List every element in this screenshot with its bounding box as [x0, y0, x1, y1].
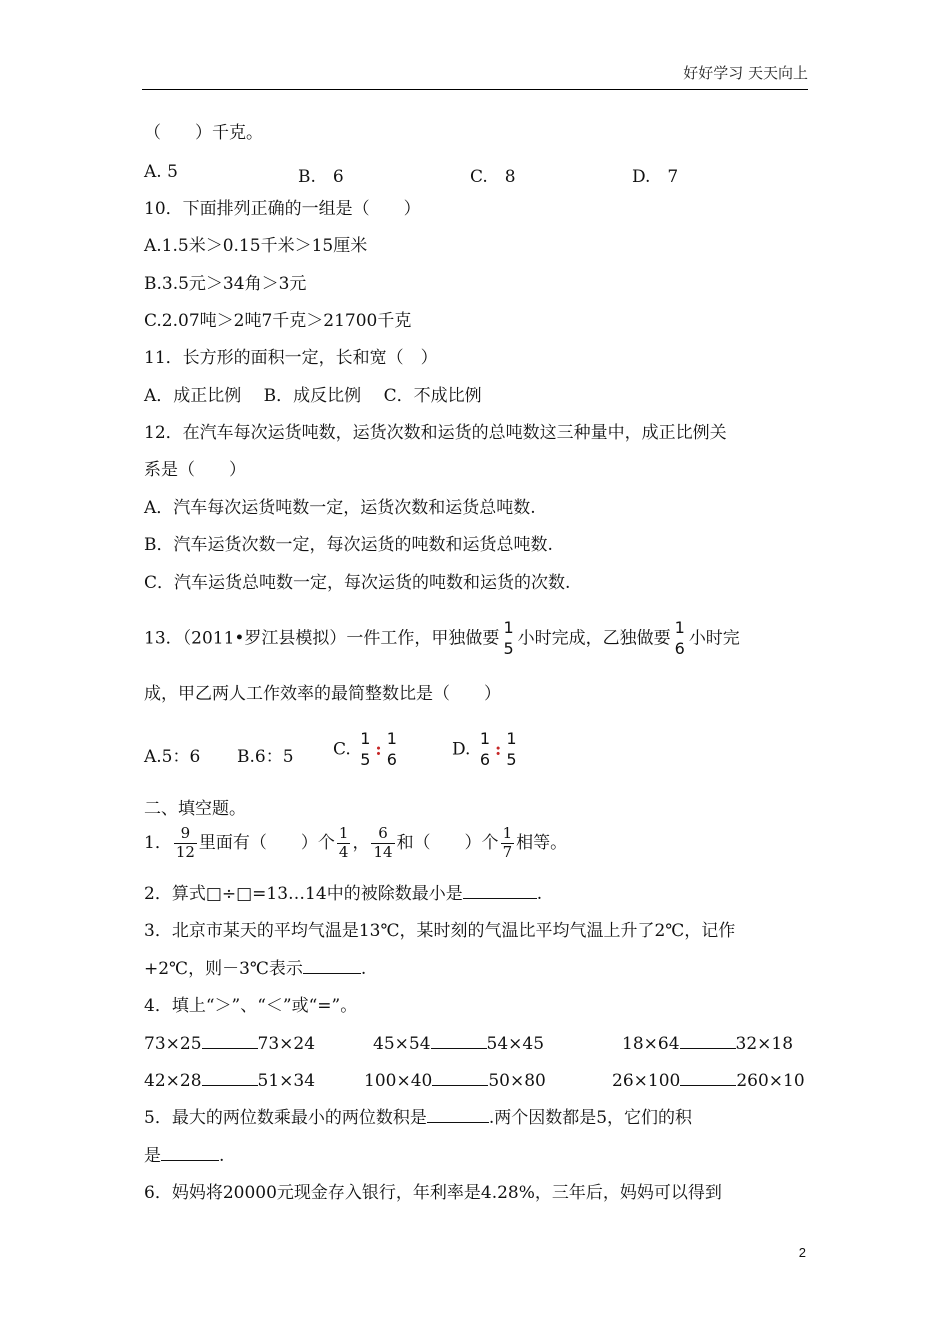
compare-blank[interactable]	[680, 1034, 736, 1049]
q13-line1	[144, 620, 740, 658]
compare-item: 73×25 73×24	[144, 1034, 316, 1054]
fill-1: 1． $\frac{9}{12}$ 里面有（ ）个 $\frac{1}{4}$ ， $\frac{6}{14}$ 和（ ）个 $\frac{1}{7}$ 相等。	[144, 824, 568, 861]
q13-c-fraction-1: 1 5	[360, 729, 371, 769]
header-rule	[142, 89, 808, 90]
fill-6: 6．妈妈将20000元现金存入银行，年利率是4.28%，三年后，妈妈可以得到	[144, 1183, 722, 1203]
fill-2: 2．算式□÷□=13…14中的被除数最小是 .	[144, 884, 543, 904]
compare-blank[interactable]	[202, 1071, 258, 1086]
q12-stem-line1: 12．在汽车每次运货吨数，运货次数和运货的总吨数这三种量中，成正比例关	[144, 423, 727, 443]
q9-option-d: D. 7	[632, 167, 679, 187]
q13-fraction-one-fifth: 1 5	[503, 618, 514, 658]
compare-item: 45×54 54×45	[373, 1034, 545, 1054]
q12-option-a: A．汽车每次运货吨数一定，运货次数和运货总吨数.	[144, 498, 536, 518]
fill-5-line1: 5．最大的两位数乘最小的两位数积是 .两个因数都是5，它们的积	[144, 1108, 693, 1128]
fill-4-stem: 4．填上“＞”、“＜”或“=”。	[144, 996, 358, 1016]
q13-c-fraction-2: 1 6	[386, 729, 397, 769]
q11-stem: 11．长方形的面积一定，长和宽（ ）	[144, 348, 438, 368]
section-title: 二、填空题。	[144, 799, 246, 819]
q10-option-c: C.2.07吨＞2吨7千克＞21700千克	[144, 311, 412, 331]
answer-blank[interactable]	[463, 884, 537, 899]
q13-text-part1: 13．（2011•罗江县模拟）一件工作，甲独做要	[144, 628, 500, 649]
compare-blank[interactable]	[431, 1034, 487, 1049]
answer-blank[interactable]	[303, 959, 361, 974]
compare-item: 26×100 260×10	[612, 1071, 805, 1091]
q9-option-c: C. 8	[470, 167, 516, 187]
compare-blank[interactable]	[432, 1071, 488, 1086]
q12-stem-line2: 系是（ ）	[144, 460, 246, 480]
compare-item: 18×64 32×18	[622, 1034, 794, 1054]
q13-option-d: D. 1 6 : 1 5	[452, 729, 517, 769]
q10-stem: 10．下面排列正确的一组是（ ）	[144, 199, 421, 219]
q13-d-fraction-2: 1 5	[506, 729, 517, 769]
q12-option-c: C．汽车运货总吨数一定，每次运货的吨数和运货的次数.	[144, 573, 571, 593]
ratio-colon: :	[495, 739, 502, 760]
q13-option-b: B.6：5	[237, 747, 294, 767]
q9-tail: （ ）千克。	[144, 123, 263, 143]
compare-item: 42×28 51×34	[144, 1071, 316, 1091]
answer-blank[interactable]	[427, 1108, 489, 1123]
q10-option-b: B.3.5元＞34角＞3元	[144, 274, 307, 294]
q11-options: A．成正比例 B．成反比例 C．不成比例	[144, 386, 482, 406]
page-number: 2	[798, 1245, 806, 1260]
fraction-6-14: $\frac{6}{14}$	[373, 824, 393, 861]
q13-option-a: A.5：6	[144, 747, 201, 767]
ratio-colon: :	[375, 739, 382, 760]
q9-option-a: A. 5	[144, 162, 178, 182]
fill-3-line2: +2℃，则－3℃表示 .	[144, 959, 367, 979]
q13-text-part2: 小时完成，乙独做要	[517, 628, 671, 649]
compare-blank[interactable]	[680, 1071, 736, 1086]
header-text: 好好学习 天天向上	[683, 64, 808, 82]
fill-5-line2: 是 .	[144, 1146, 225, 1166]
fill-3-line1: 3．北京市某天的平均气温是13℃，某时刻的气温比平均气温上升了2℃，记作	[144, 921, 736, 941]
compare-item: 100×40 50×80	[364, 1071, 546, 1091]
q13-text-part3: 小时完	[688, 628, 740, 649]
q13-fraction-one-sixth: 1 6	[674, 618, 685, 658]
fraction-1-7: $\frac{1}{7}$	[502, 824, 513, 861]
compare-blank[interactable]	[202, 1034, 258, 1049]
q9-option-b: B. 6	[298, 167, 344, 187]
q13-line2: 成，甲乙两人工作效率的最简整数比是（ ）	[144, 684, 501, 704]
q13-d-fraction-1: 1 6	[479, 729, 491, 769]
q12-option-b: B．汽车运货次数一定，每次运货的吨数和运货总吨数.	[144, 535, 553, 555]
q10-option-a: A.1.5米＞0.15千米＞15厘米	[144, 236, 368, 256]
answer-blank[interactable]	[161, 1146, 219, 1161]
fraction-1-4: $\frac{1}{4}$	[338, 824, 349, 861]
fraction-9-12: $\frac{9}{12}$	[175, 824, 195, 861]
q13-option-c: C. 1 5 : 1 6	[333, 729, 397, 769]
